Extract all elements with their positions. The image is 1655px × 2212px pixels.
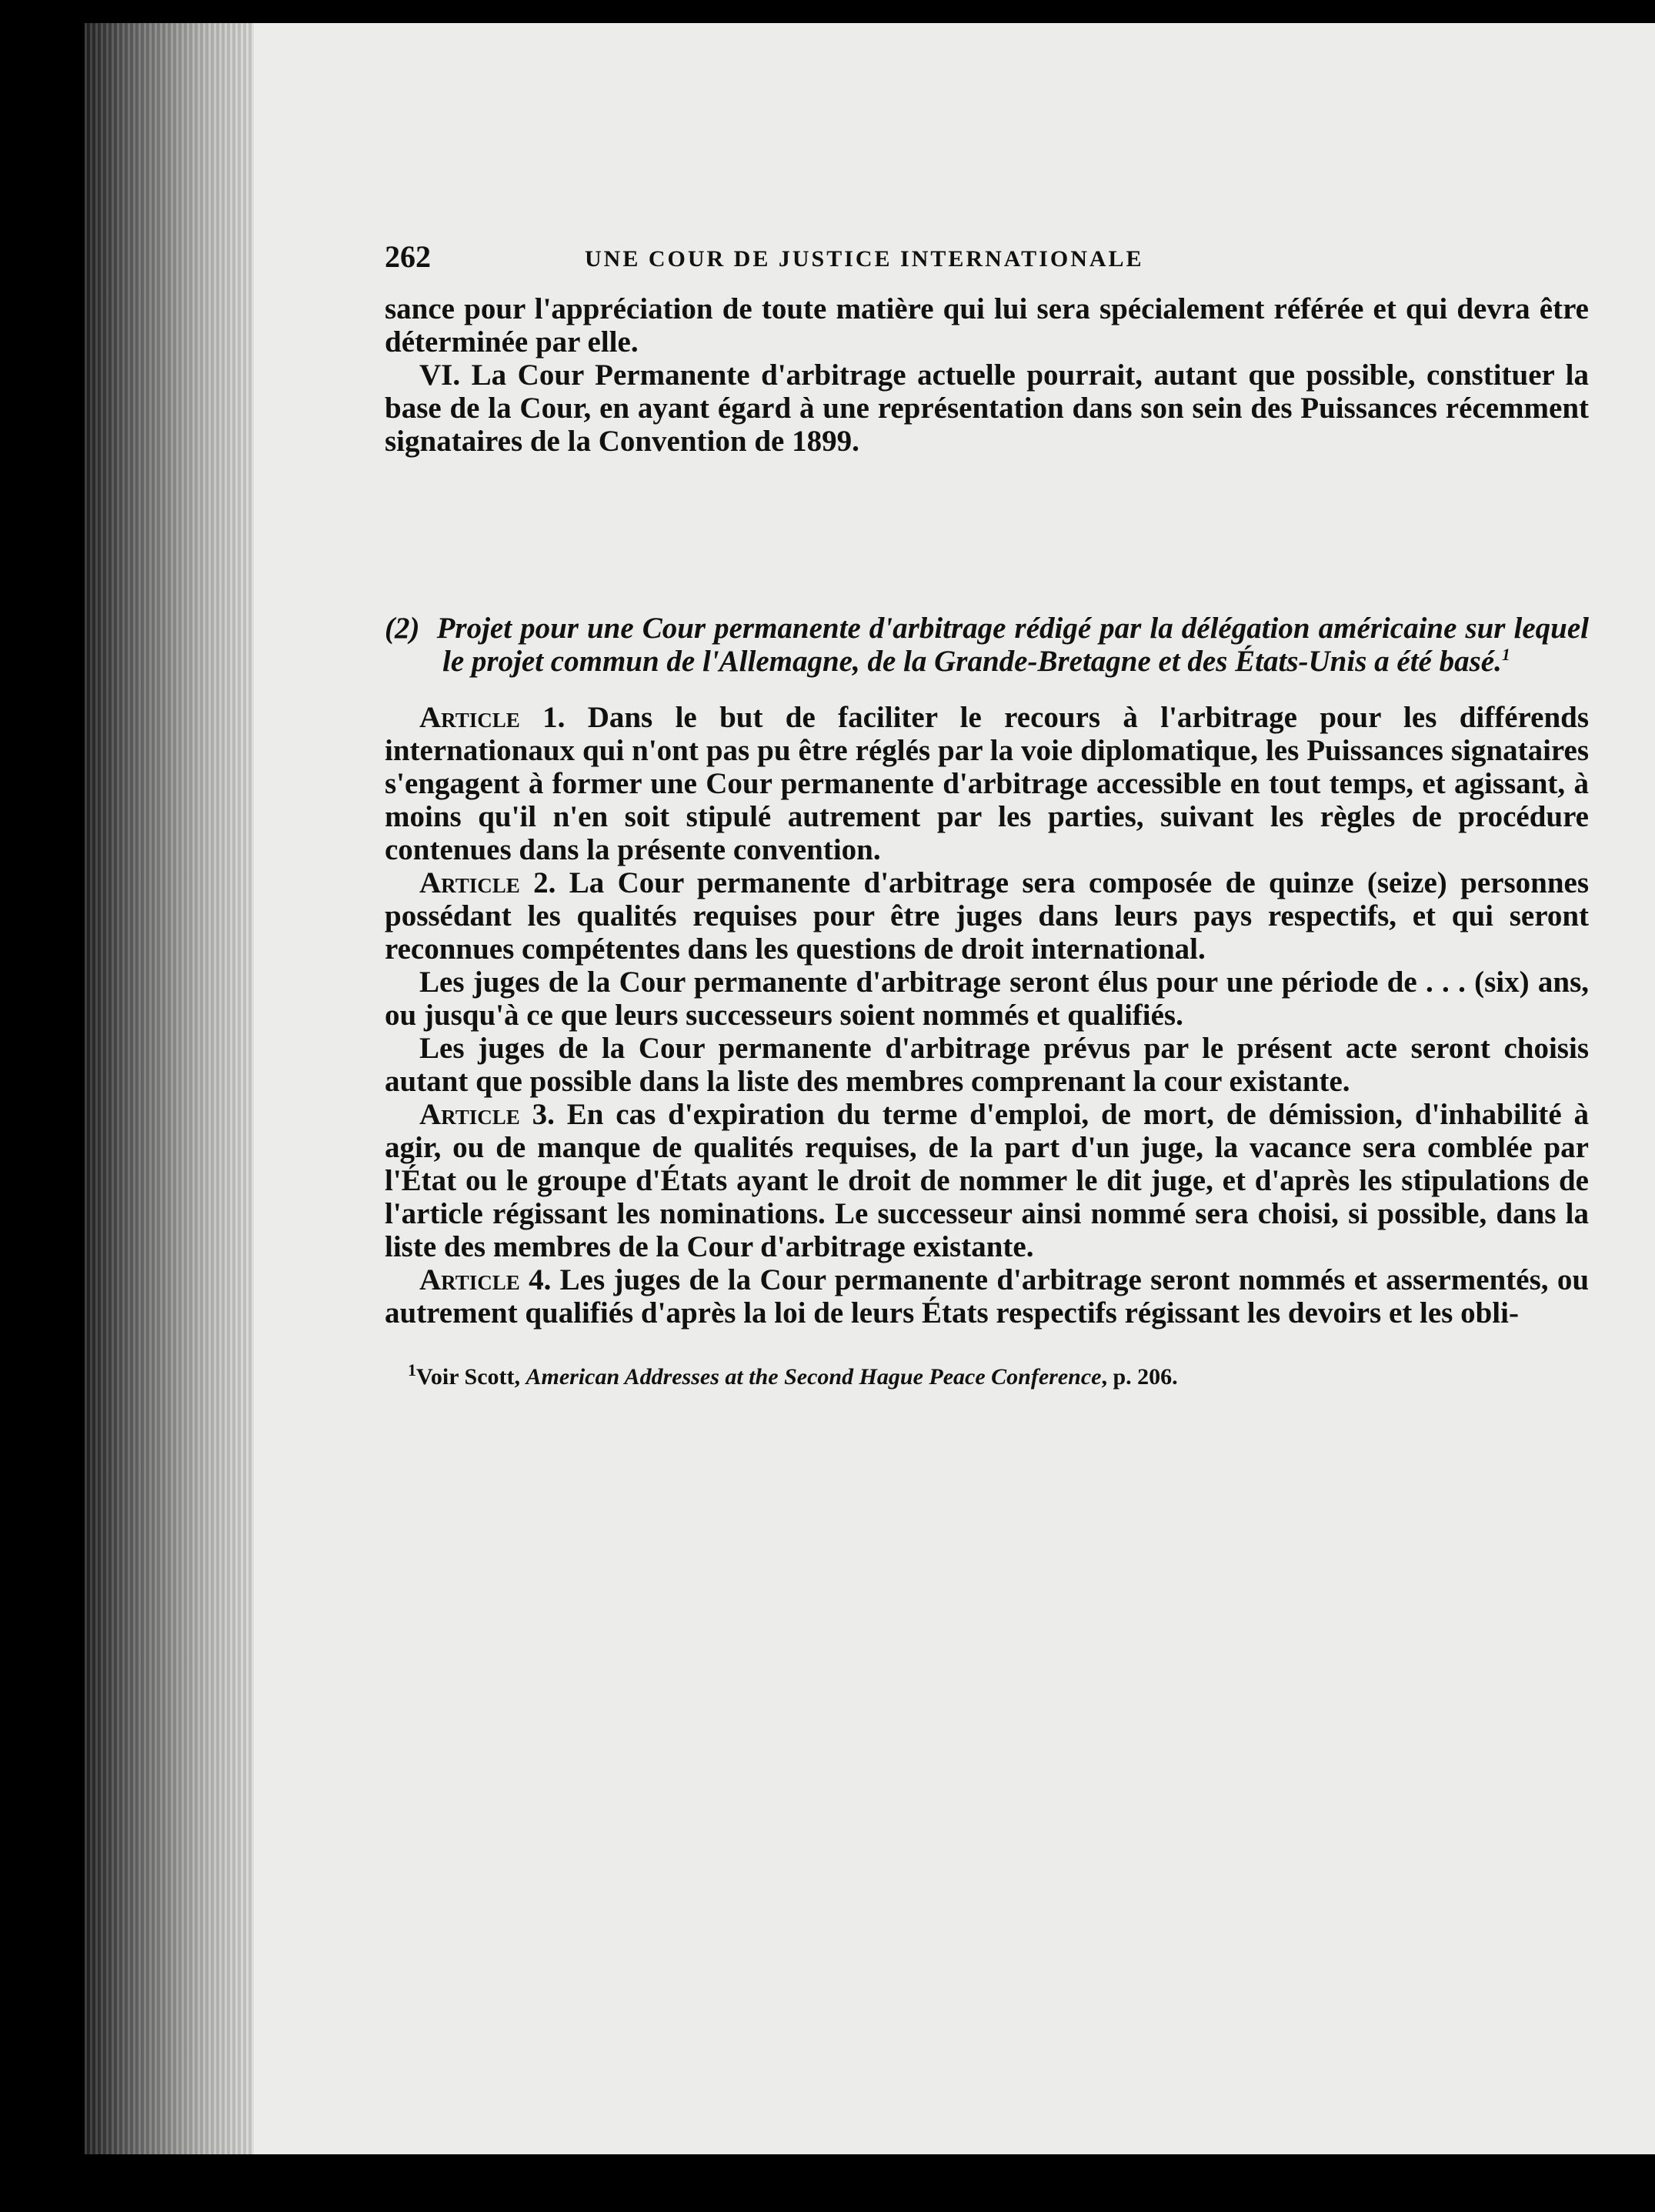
article-2-paragraph-2: Les juges de la Cour permanente d'arbitrage seront élus pour une période de . . . (six) ans, ou jusqu'à ce que leurs successeurs soient nommés et qualifiés. bbox=[385, 966, 1589, 1032]
article-2-paragraph-3: Les juges de la Cour permanente d'arbitrage prévus par le présent acte seront choisis autant que possible dans la liste des membres comprenant la cour existante. bbox=[385, 1032, 1589, 1098]
section-heading-text: Projet pour une Cour permanente d'arbitrage rédigé par la délégation américaine sur lequel le projet commun de l'Allemagne, de la Grande-Bretagne et des États-Unis a été basé. bbox=[436, 612, 1590, 678]
article-label: Article 4. bbox=[419, 1263, 552, 1296]
footnote-separator bbox=[385, 1330, 1589, 1360]
article-text: En cas d'expiration du terme d'emploi, de mort, de démission, d'inhabilité à agir, ou de manque de qualités requises, de la part d'un juge, la vacance sera comblée par l'État ou le groupe d'États ayant le droit de nommer le dit juge, et d'après les stipulations de l'article régissant les nominations. Le successeur ainsi nommé sera choisi, si possible, dans la liste des membres de la Cour d'arbitrage existante. bbox=[385, 1098, 1589, 1263]
footnote-title: American Addresses at the Second Hague Peace Conference bbox=[526, 1364, 1102, 1390]
scan-border bbox=[0, 2154, 1655, 2212]
page-number: 262 bbox=[385, 239, 431, 274]
footnote-suffix: , p. 206. bbox=[1101, 1364, 1178, 1390]
article-label: Article 3. bbox=[419, 1098, 555, 1131]
page-content bbox=[385, 239, 1589, 1394]
article-label: Article 1. bbox=[419, 701, 566, 734]
footnote-mark: 1 bbox=[408, 1360, 416, 1380]
running-title: UNE COUR DE JUSTICE INTERNATIONALE bbox=[585, 246, 1144, 272]
article-label: Article 2. bbox=[419, 866, 556, 899]
article-3 bbox=[385, 1098, 1589, 1263]
article-2 bbox=[385, 866, 1589, 966]
article-text: La Cour permanente d'arbitrage sera composée de quinze (seize) personnes possédant les qualités requises pour être juges dans leurs pays respectifs, et qui seront reconnues compétentes dans les questions de droit international. bbox=[385, 866, 1590, 966]
article-text: Les juges de la Cour permanente d'arbitrage seront nommés et assermentés, ou autrement qualifiés d'après la loi de leurs États respectifs régissant les devoirs et les obli- bbox=[385, 1263, 1590, 1330]
paragraph-vi: VI. La Cour Permanente d'arbitrage actuelle pourrait, autant que possible, constituer la base de la Cour, en ayant égard à une représentation dans son sein des Puissances récemment signataires de la Convention de 1899. bbox=[385, 359, 1589, 458]
section-heading bbox=[385, 612, 1589, 678]
article-1 bbox=[385, 701, 1589, 866]
footnote-prefix: Voir Scott, bbox=[416, 1364, 526, 1390]
article-text: Dans le but de faciliter le recours à l'arbitrage pour les différends internationaux qui n'ont pas pu être réglés par la voie diplomatique, les Puissances signataires s'engagent à former une Cour permanente d'arbitrage accessible en tout temps, et agissant, à moins qu'il n'en soit stipulé autrement par les parties, suivant les règles de procédure contenues dans la présente convention. bbox=[385, 701, 1590, 866]
article-4 bbox=[385, 1263, 1589, 1330]
section-gap bbox=[385, 458, 1589, 612]
running-head bbox=[385, 239, 1589, 292]
footnote bbox=[385, 1360, 1589, 1394]
footnote-reference: 1 bbox=[1501, 645, 1510, 664]
section-number: (2) bbox=[385, 612, 420, 645]
book-page-edge bbox=[85, 23, 262, 2154]
paragraph-continued: sance pour l'appréciation de toute matière qui lui sera spécialement référée et qui devra être déterminée par elle. bbox=[385, 292, 1589, 359]
